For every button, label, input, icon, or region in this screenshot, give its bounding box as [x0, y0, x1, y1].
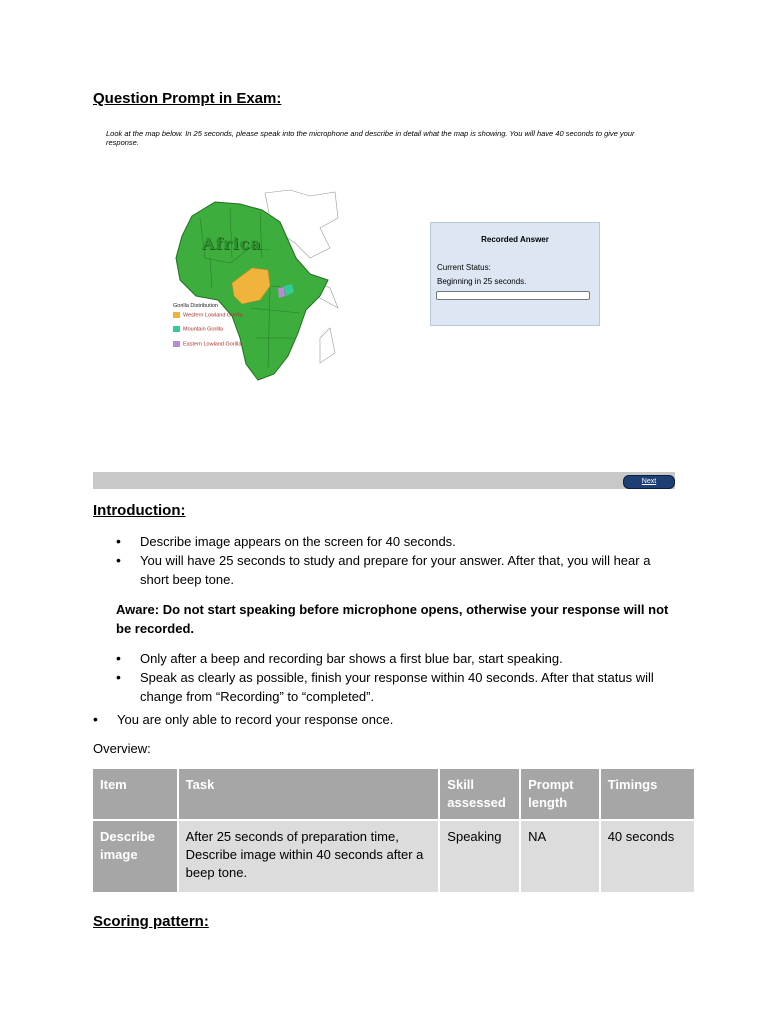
- legend-title: Gorilla Distribution: [173, 303, 218, 309]
- list-item: • You will have 25 seconds to study and prepare for your answer. After that, you will hear a short beep tone.: [116, 551, 676, 589]
- africa-map-graphic: [170, 188, 340, 383]
- exam-nav-bar: [93, 472, 675, 489]
- map-legend: [173, 303, 243, 347]
- scoring-pattern-heading: Scoring pattern:: [93, 913, 209, 930]
- recorder-status: [437, 261, 526, 289]
- recorded-answer-panel: [430, 222, 600, 326]
- exam-prompt-text: Look at the map below. In 25 seconds, please speak into the microphone and describe in detail what the map is showing. You will have 40 seconds to give your response.: [106, 129, 635, 147]
- overview-label: Overview:: [93, 741, 151, 756]
- list-item: • Only after a beep and recording bar shows a first blue bar, start speaking.: [116, 649, 676, 668]
- column-header: Prompt length: [520, 769, 600, 820]
- recorded-answer-title: Recorded Answer: [481, 235, 549, 244]
- intro-list: [116, 532, 676, 589]
- table-row: [93, 820, 695, 892]
- status-value: Beginning in 25 seconds.: [437, 277, 527, 286]
- table-cell: Speaking: [439, 820, 520, 892]
- legend-item: Western Lowland Gorilla: [173, 312, 243, 318]
- table-cell: NA: [520, 820, 600, 892]
- legend-swatch: [173, 312, 180, 318]
- column-header: Skill assessed: [439, 769, 520, 820]
- column-header: Item: [93, 769, 178, 820]
- column-header: Task: [178, 769, 440, 820]
- overview-table: [93, 769, 696, 892]
- introduction-heading: Introduction:: [93, 502, 186, 519]
- legend-swatch: [173, 326, 180, 332]
- recording-progress-bar: [436, 291, 590, 300]
- final-list: [93, 710, 673, 729]
- table-cell: Describe image: [93, 820, 178, 892]
- list-item: • Speak as clearly as possible, finish your response within 40 seconds. After that status will change from “Recording” to “completed”.: [116, 668, 676, 706]
- status-label: Current Status:: [437, 263, 491, 272]
- table-header-row: [93, 769, 695, 820]
- question-prompt-heading: Question Prompt in Exam:: [93, 90, 282, 107]
- legend-item: Eastern Lowland Gorilla: [173, 341, 243, 347]
- legend-item: Mountain Gorilla: [173, 326, 243, 332]
- map-title: Africa: [202, 234, 262, 253]
- list-item: • You are only able to record your response once.: [93, 710, 673, 729]
- instructions-list: [116, 649, 676, 706]
- warning-text: Aware: Do not start speaking before microphone opens, otherwise your response will not be recorded.: [116, 602, 669, 636]
- table-cell: 40 seconds: [600, 820, 695, 892]
- table-cell: After 25 seconds of preparation time, Describe image within 40 seconds after a beep tone.: [178, 820, 440, 892]
- next-button[interactable]: Next: [623, 475, 675, 489]
- column-header: Timings: [600, 769, 695, 820]
- africa-map: [170, 188, 340, 383]
- legend-swatch: [173, 341, 180, 347]
- list-item: • Describe image appears on the screen for 40 seconds.: [116, 532, 676, 551]
